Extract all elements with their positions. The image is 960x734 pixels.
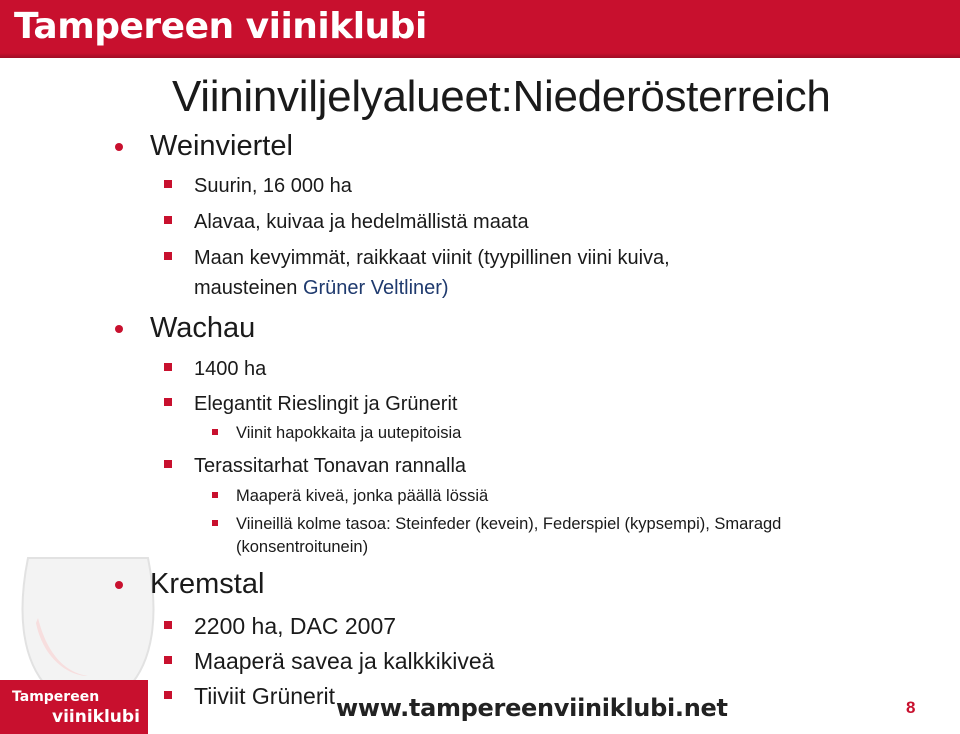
bullet-square: [212, 429, 218, 435]
footer-logo-line1: Tampereen: [12, 689, 100, 705]
list-item: 2200 ha, DAC 2007: [194, 610, 396, 642]
list-item: Maan kevyimmät, raikkaat viinit (tyypillinen viini kuiva,: [194, 242, 670, 274]
list-item: Maaperä savea ja kalkkikiveä: [194, 645, 494, 677]
list-item: 1400 ha: [194, 353, 266, 385]
bullet-square: [164, 656, 172, 664]
footer-url[interactable]: www.tampereenviiniklubi.net: [336, 694, 728, 722]
sub-list-item: Maaperä kiveä, jonka päällä lössiä: [236, 484, 488, 509]
list-item-continuation: mausteinen Grüner Veltliner): [194, 277, 449, 299]
list-item: Elegantit Rieslingit ja Grünerit: [194, 388, 457, 420]
region-heading: Weinviertel: [150, 130, 293, 162]
bullet-square: [164, 460, 172, 468]
region-heading: Kremstal: [150, 568, 265, 600]
footer-logo-line2: viiniklubi: [52, 707, 140, 727]
region-kremstal: [150, 568, 264, 601]
slide-title: Viininviljelyalueet:Niederösterreich: [172, 72, 831, 121]
sub-list-item: Viineillä kolme tasoa: Steinfeder (kevein), Federspiel (kypsempi), Smaragd: [236, 512, 781, 537]
header-bar: [0, 0, 960, 58]
region-weinviertel: [150, 130, 293, 163]
grape-highlight: Grüner Veltliner): [302, 277, 449, 299]
bullet-dot: [115, 325, 123, 333]
brand-title: Tampereen viiniklubi: [14, 6, 427, 47]
bullet-square: [164, 691, 172, 699]
sub-list-item: Viinit hapokkaita ja uutepitoisia: [236, 421, 461, 446]
bullet-square: [164, 180, 172, 188]
bullet-dot: [115, 581, 123, 589]
bullet-square: [164, 621, 172, 629]
bullet-square: [164, 216, 172, 224]
list-item: Alavaa, kuivaa ja hedelmällistä maata: [194, 206, 529, 238]
footer-logo: [0, 680, 148, 734]
bullet-square: [164, 252, 172, 260]
list-item: Suurin, 16 000 ha: [194, 170, 352, 202]
region-heading: Wachau: [150, 312, 256, 344]
bullet-dot: [115, 143, 123, 151]
bullet-square: [164, 398, 172, 406]
bullet-square: [212, 520, 218, 526]
list-item: Terassitarhat Tonavan rannalla: [194, 450, 466, 482]
bullet-square: [212, 492, 218, 498]
bullet-square: [164, 363, 172, 371]
page-number: 8: [906, 698, 916, 717]
list-item: Tiiviit Grünerit: [194, 680, 335, 712]
region-wachau: [150, 312, 255, 345]
sub-list-item-continuation: (konsentroitunein): [236, 538, 369, 556]
